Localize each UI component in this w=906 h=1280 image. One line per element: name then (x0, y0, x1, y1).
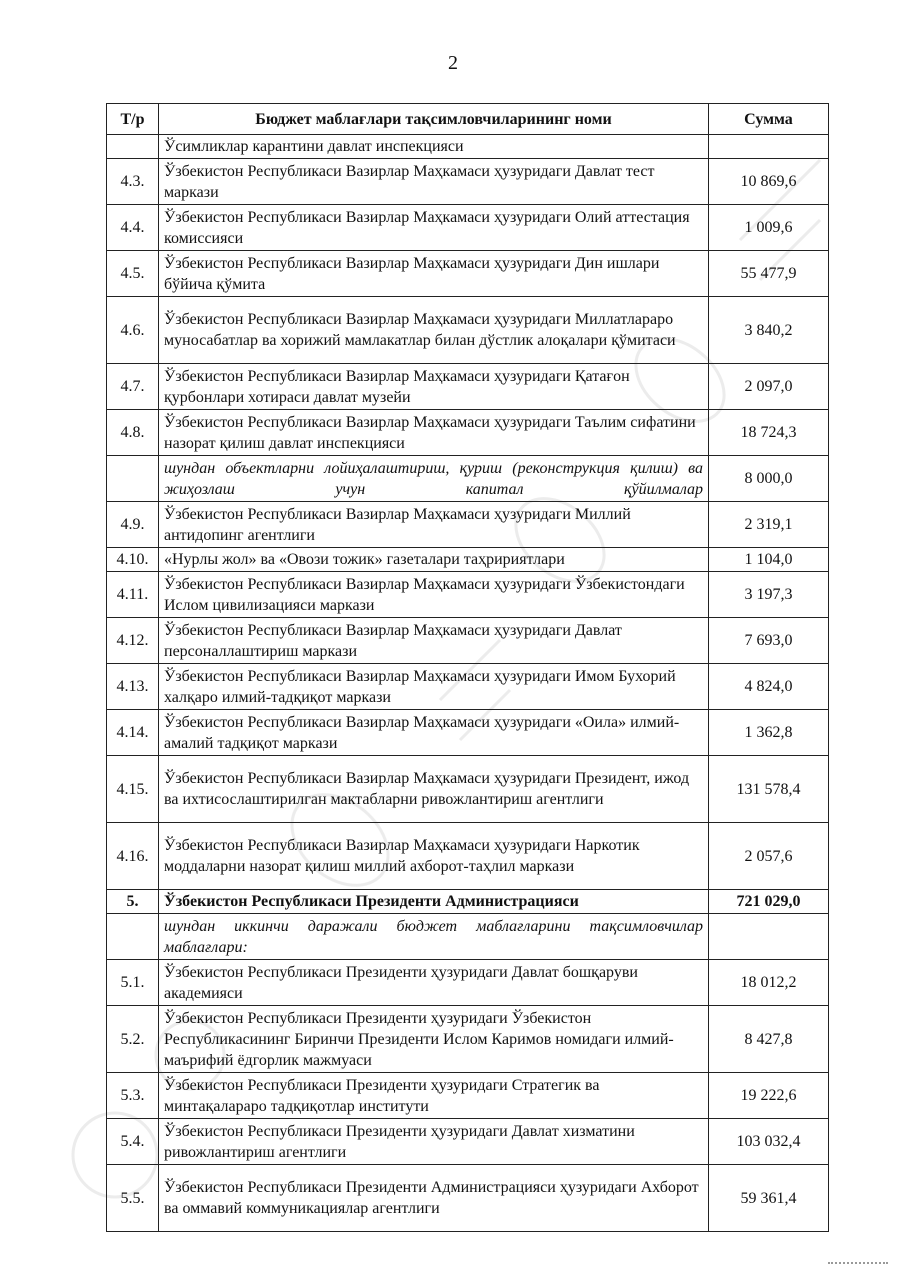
footer-mark (828, 1262, 888, 1266)
table-row (107, 1006, 829, 1073)
row-name: Ўзбекистон Республикаси Вазирлар Маҳкамаси ҳузуридаги Қатағон қурбонлари хотираси давлат музейи (159, 364, 709, 410)
budget-table (106, 103, 829, 1232)
row-name: Ўзбекистон Республикаси Вазирлар Маҳкамаси ҳузуридаги «Оила» илмий-амалий тадқиқот маркази (159, 710, 709, 756)
row-number: 4.10. (107, 548, 159, 572)
row-note: шундан объектларни лойиҳалаштириш, қуриш (реконструкция қилиш) ва жиҳозлаш учун капитал қўйилмалар (159, 456, 709, 502)
row-number: 4.3. (107, 159, 159, 205)
table-row (107, 159, 829, 205)
table-row (107, 297, 829, 364)
row-sum: 8 000,0 (709, 456, 829, 502)
table-row (107, 205, 829, 251)
table-row (107, 456, 829, 502)
row-number: 5.4. (107, 1119, 159, 1165)
row-name: Ўзбекистон Республикаси Вазирлар Маҳкамаси ҳузуридаги Ўзбекистондаги Ислом цивилизацияси маркази (159, 572, 709, 618)
row-sum: 55 477,9 (709, 251, 829, 297)
table-row (107, 823, 829, 890)
row-sum: 103 032,4 (709, 1119, 829, 1165)
row-sum: 2 097,0 (709, 364, 829, 410)
row-number: 4.13. (107, 664, 159, 710)
header-num: Т/р (107, 104, 159, 135)
table-row (107, 410, 829, 456)
row-name: Ўзбекистон Республикаси Президенти ҳузуридаги Давлат хизматини ривожлантириш агентлиги (159, 1119, 709, 1165)
row-number (107, 456, 159, 502)
table-row (107, 572, 829, 618)
row-name: Ўзбекистон Республикаси Президенти ҳузуридаги Стратегик ва минтақалараро тадқиқотлар институти (159, 1073, 709, 1119)
row-number: 5.5. (107, 1165, 159, 1232)
row-name: Ўзбекистон Республикаси Вазирлар Маҳкамаси ҳузуридаги Миллатлараро муносабатлар ва хорижий мамлакатлар билан дўстлик алоқалари қўмитаси (159, 297, 709, 364)
table-row (107, 664, 829, 710)
row-sum: 18 724,3 (709, 410, 829, 456)
table-row (107, 135, 829, 159)
row-number: 4.6. (107, 297, 159, 364)
row-name: Ўзбекистон Республикаси Вазирлар Маҳкамаси ҳузуридаги Давлат тест маркази (159, 159, 709, 205)
row-sum: 3 840,2 (709, 297, 829, 364)
row-name: Ўзбекистон Республикаси Вазирлар Маҳкамаси ҳузуридаги Имом Бухорий халқаро илмий-тадқиқот маркази (159, 664, 709, 710)
table-row (107, 502, 829, 548)
row-name: Ўсимликлар карантини давлат инспекцияси (159, 135, 709, 159)
row-number: 4.14. (107, 710, 159, 756)
row-sum (709, 914, 829, 960)
row-number: 4.7. (107, 364, 159, 410)
row-sum: 4 824,0 (709, 664, 829, 710)
row-sum: 1 104,0 (709, 548, 829, 572)
row-number: 4.9. (107, 502, 159, 548)
row-name: Ўзбекистон Республикаси Президенти Администрацияси (159, 890, 709, 914)
row-sum (709, 135, 829, 159)
row-note: шундан иккинчи даражали бюджет маблағларини тақсимловчилар маблағлари: (159, 914, 709, 960)
table-row (107, 756, 829, 823)
row-sum: 2 057,6 (709, 823, 829, 890)
row-name: Ўзбекистон Республикаси Вазирлар Маҳкамаси ҳузуридаги Олий аттестация комиссияси (159, 205, 709, 251)
row-name: Ўзбекистон Республикаси Вазирлар Маҳкамаси ҳузуридаги Миллий антидопинг агентлиги (159, 502, 709, 548)
row-number (107, 135, 159, 159)
row-sum: 131 578,4 (709, 756, 829, 823)
row-name: «Нурлы жол» ва «Овози тожик» газеталари таҳририятлари (159, 548, 709, 572)
table-row (107, 890, 829, 914)
row-name: Ўзбекистон Республикаси Вазирлар Маҳкамаси ҳузуридаги Дин ишлари бўйича қўмита (159, 251, 709, 297)
row-sum: 1 362,8 (709, 710, 829, 756)
table-row (107, 1165, 829, 1232)
row-number: 4.11. (107, 572, 159, 618)
table-row (107, 710, 829, 756)
table-row (107, 1073, 829, 1119)
table-row (107, 960, 829, 1006)
table-row (107, 548, 829, 572)
row-number: 4.15. (107, 756, 159, 823)
row-sum: 19 222,6 (709, 1073, 829, 1119)
row-sum: 7 693,0 (709, 618, 829, 664)
row-sum: 721 029,0 (709, 890, 829, 914)
row-number: 4.8. (107, 410, 159, 456)
page-number: 2 (448, 52, 458, 74)
row-number: 5.2. (107, 1006, 159, 1073)
row-number: 4.12. (107, 618, 159, 664)
row-sum: 2 319,1 (709, 502, 829, 548)
table-header-row (107, 104, 829, 135)
row-name: Ўзбекистон Республикаси Вазирлар Маҳкамаси ҳузуридаги Давлат персоналлаштириш маркази (159, 618, 709, 664)
header-sum: Сумма (709, 104, 829, 135)
row-sum: 59 361,4 (709, 1165, 829, 1232)
table-row (107, 364, 829, 410)
row-name: Ўзбекистон Республикаси Вазирлар Маҳкамаси ҳузуридаги Президент, ижод ва ихтисослаштирилган мактабларни ривожлантириш агентлиги (159, 756, 709, 823)
row-sum: 1 009,6 (709, 205, 829, 251)
row-sum: 8 427,8 (709, 1006, 829, 1073)
row-number (107, 914, 159, 960)
row-sum: 18 012,2 (709, 960, 829, 1006)
row-name: Ўзбекистон Республикаси Президенти ҳузуридаги Давлат бошқаруви академияси (159, 960, 709, 1006)
row-number: 4.4. (107, 205, 159, 251)
table-row (107, 251, 829, 297)
header-name: Бюджет маблағлари тақсимловчиларининг номи (159, 104, 709, 135)
row-name: Ўзбекистон Республикаси Вазирлар Маҳкамаси ҳузуридаги Таълим сифатини назорат қилиш давлат инспекцияси (159, 410, 709, 456)
row-name: Ўзбекистон Республикаси Президенти ҳузуридаги Ўзбекистон Республикасининг Биринчи Президенти Ислом Каримов номидаги илмий-маърифий ёдгорлик мажмуаси (159, 1006, 709, 1073)
row-number: 4.5. (107, 251, 159, 297)
row-number: 4.16. (107, 823, 159, 890)
table-row (107, 618, 829, 664)
table-row (107, 1119, 829, 1165)
row-number: 5.3. (107, 1073, 159, 1119)
row-name: Ўзбекистон Республикаси Вазирлар Маҳкамаси ҳузуридаги Наркотик моддаларни назорат қилиш миллий ахборот-таҳлил маркази (159, 823, 709, 890)
row-sum: 3 197,3 (709, 572, 829, 618)
table-row (107, 914, 829, 960)
row-sum: 10 869,6 (709, 159, 829, 205)
row-number: 5. (107, 890, 159, 914)
row-name: Ўзбекистон Республикаси Президенти Администрацияси ҳузуридаги Ахборот ва оммавий коммуникациялар агентлиги (159, 1165, 709, 1232)
row-number: 5.1. (107, 960, 159, 1006)
